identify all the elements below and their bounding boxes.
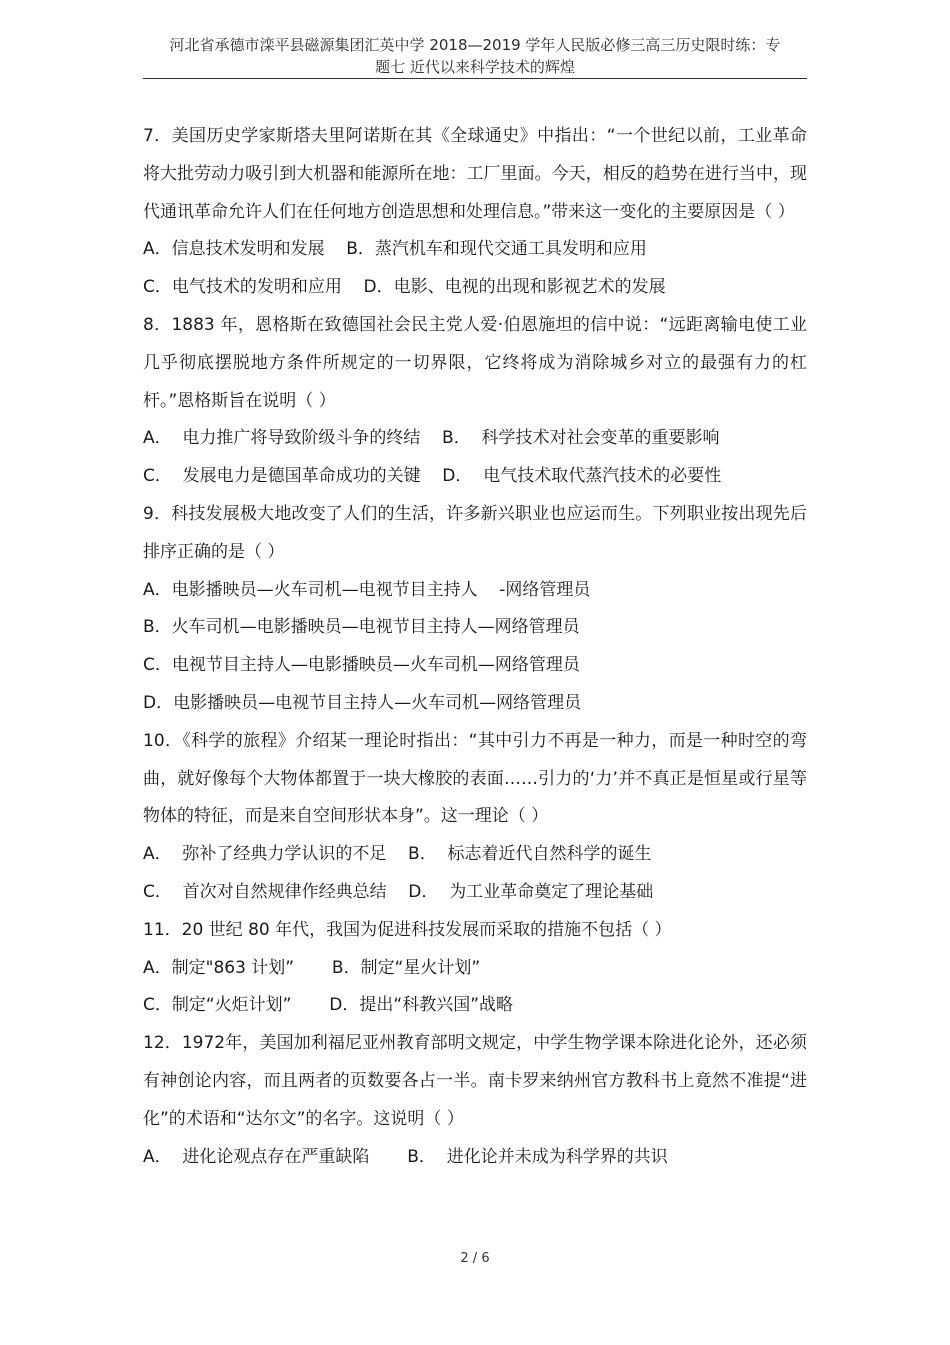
question-stem: 7．美国历史学家斯塔夫里阿诺斯在其《全球通史》中指出：“一个世纪以前，工业革命将大批劳动力吸引到大机器和能源所在地：工厂里面。今天，相反的趋势在进行当中，现代通讯革命允许人们在任何地方创造思想和处理信息。”带来这一变化的主要原因是（ ） — [143, 126, 807, 222]
option-row: C．电气技术的发明和应用 D．电影、电视的出现和影视艺术的发展 — [143, 277, 666, 298]
question-list — [143, 118, 807, 1176]
option-row: A． 进化论观点存在严重缺陷 B． 进化论并未成为科学界的共识 — [143, 1146, 668, 1167]
question-9 — [143, 496, 807, 723]
option-row: B．火车司机—电影播映员—电视节目主持人—网络管理员 — [143, 617, 580, 638]
question-stem: 10．《科学的旅程》介绍某一理论时指出：“其中引力不再是一种力，而是一种时空的弯曲，就好像每个大物体都置于一块大橡胶的表面……引力的‘力’并不真正是恒星或行星等物体的特征，而是来自空间形状本身”。这一理论（ ） — [143, 730, 807, 827]
option-row: A．制定"863 计划” B．制定“星火计划” — [143, 957, 481, 978]
page-header — [143, 34, 807, 78]
option-row: C．电视节目主持人—电影播映员—火车司机—网络管理员 — [143, 655, 580, 676]
option-row: C．制定“火炬计划” D．提出“科教兴国”战略 — [143, 995, 514, 1016]
option-row: A．信息技术发明和发展 B．蒸汽机车和现代交通工具发明和应用 — [143, 239, 647, 260]
question-11 — [143, 912, 807, 1025]
question-7 — [143, 118, 807, 307]
question-12 — [143, 1025, 807, 1176]
header-divider — [143, 78, 807, 79]
option-row: A． 弥补了经典力学认识的不足 B． 标志着近代自然科学的诞生 — [143, 844, 652, 865]
option-row: C． 首次对自然规律作经典总结 D． 为工业革命奠定了理论基础 — [143, 881, 654, 902]
header-title-line2: 题七 近代以来科学技术的辉煌 — [375, 58, 575, 76]
question-stem: 12．1972年，美国加利福尼亚州教育部明文规定，中学生物学课本除进化论外，还必须有神创论内容，而且两者的页数要各占一半。南卡罗来纳州官方教科书上竟然不准提“进化”的术语和“达尔文”的名字。这说明（ ） — [143, 1033, 807, 1129]
question-10 — [143, 723, 807, 912]
option-row: C． 发展电力是德国革命成功的关键 D． 电气技术取代蒸汽技术的必要性 — [143, 466, 722, 487]
option-row: D．电影播映员—电视节目主持人—火车司机—网络管理员 — [143, 692, 582, 713]
question-stem: 9．科技发展极大地改变了人们的生活，许多新兴职业也应运而生。下列职业按出现先后排序正确的是（ ） — [143, 503, 807, 562]
question-stem: 8．1883 年，恩格斯在致德国社会民主党人爱·伯恩施坦的信中说：“远距离输电使工业几乎彻底摆脱地方条件所规定的一切界限，它终将成为消除城乡对立的最强有力的杠杆。”恩格斯旨在说明（ ） — [143, 314, 807, 411]
option-row: A． 电力推广将导致阶级斗争的终结 B． 科学技术对社会变革的重要影响 — [143, 428, 720, 449]
question-stem: 11．20 世纪 80 年代，我国为促进科技发展而采取的措施不包括（ ） — [143, 919, 672, 940]
page-number: 2 / 6 — [460, 1251, 490, 1266]
header-title-line1: 河北省承德市滦平县磁源集团汇英中学 2018—2019 学年人民版必修三高三历史限时练：专 — [169, 36, 781, 54]
option-row: A．电影播映员—火车司机—电视节目主持人 -网络管理员 — [143, 579, 591, 600]
question-8 — [143, 307, 807, 496]
